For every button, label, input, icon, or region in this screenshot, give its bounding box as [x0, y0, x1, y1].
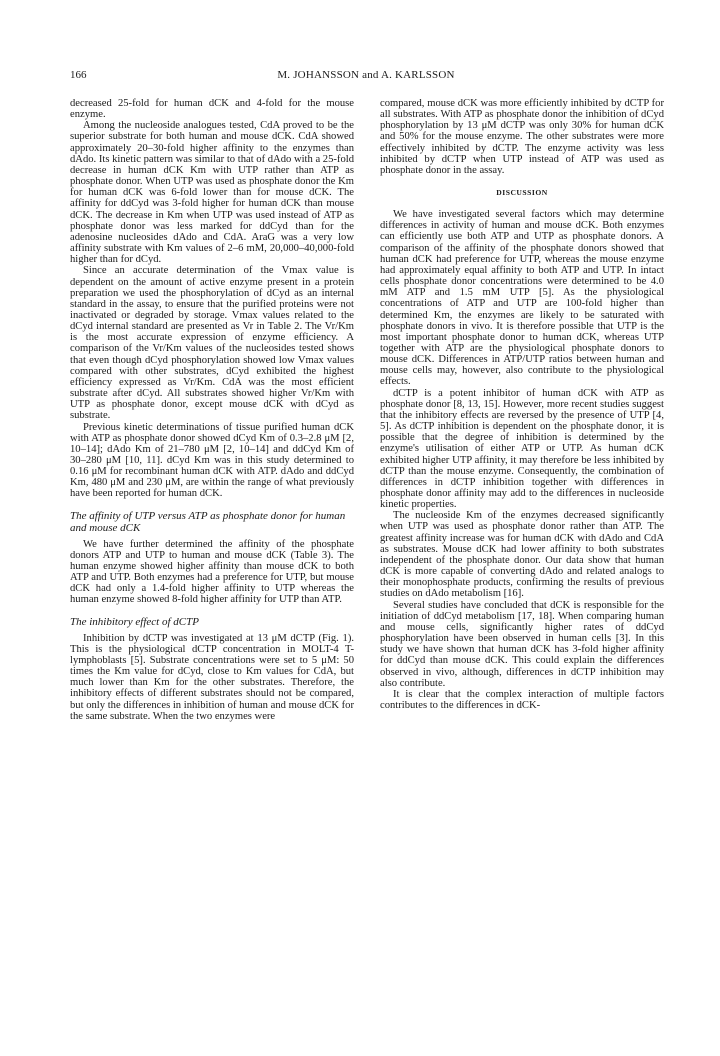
paragraph: Several studies have concluded that dCK is responsible for the initiation of ddCyd metabolism [17, 18]. When comparing human and mouse cells, significantly higher rates of ddCyd phosphorylation have been observed in human cells [3]. In this study we have shown that human dCK has 3-fold higher affinity for ddCyd than mouse dCK. This could explain the differences observed in vivo, although, differences in dCTP inhibition may also contribute. [380, 599, 664, 689]
subsection-heading-inhibitory: The inhibitory effect of dCTP [70, 615, 199, 628]
paragraph: Among the nucleoside analogues tested, CdA proved to be the superior substrate for both human and mouse dCK. CdA showed approximately 20–30-fold higher affinity to the enzymes than dAdo. Its kinetic pattern was similar to that of dAdo with a 25-fold decrease in human dCK Km with UTP rather than ATP as phosphate donor. When UTP was used as phosphate donor the Km for human dCK was 6-fold lower than for mouse dCK. The affinity for ddCyd was 3-fold higher for human dCK than mouse dCK. The decrease in Km when UTP was used instead of ATP as phosphate donor was less marked for ddCyd than for the adenosine nucleosides dAdo and CdA. AraG was a very low affinity substrate with Km values of 2–6 mM, 20,000–40,000-fold higher than for dCyd. [70, 120, 354, 266]
paragraph: The nucleoside Km of the enzymes decreased significantly when UTP was used as phosphate donor rather than ATP. The greatest affinity increase was for human dCK with dAdo and CdA as substrates. Mouse dCK had lower affinity to both substrates independent of the phosphate donor. Our data show that human dCK is more capable of converting dAdo and related analogs to their monophosphate products, confirming the results of previous studies on dAdo metabolism [16]. [380, 510, 664, 600]
paragraph: We have further determined the affinity of the phosphate donors ATP and UTP to human and mouse dCK (Table 3). The human enzyme showed higher affinity than mouse dCK to both ATP and UTP. Both enzymes had a preference for UTP, but mouse dCK had only a 1.4-fold higher affinity to UTP whereas the human enzyme showed 8-fold higher affinity for UTP than ATP. [70, 538, 354, 606]
page-number: 166 [70, 69, 87, 81]
paragraph: Previous kinetic determinations of tissue purified human dCK with ATP as phosphate donor showed dCyd Km of 0.3–2.8 μM [2, 10–14]; dAdo Km of 21–780 μM [2, 10–14] and ddCyd Km of 30–280 μM [10, 11]. dCyd Km was in this study determined to 0.16 μM for recombinant human dCK with ATP. dAdo and ddCyd Km, 480 μM and 230 μM, are within the range of what previously have been reported for human dCK. [70, 421, 354, 500]
paragraph: compared, mouse dCK was more efficiently inhibited by dCTP for all substrates. With ATP as phosphate donor the inhibition of dCyd phosphorylation by 13 μM dCTP was only 30% for human dCK and 50% for the mouse enzyme. The other substrates were more effectively inhibited by dCTP. The enzyme activity was less inhibited by dCTP when UTP instead of ATP was used as phosphate donor in the assay. [380, 98, 664, 176]
paragraph: It is clear that the complex interaction of multiple factors contributes to the differences in dCK- [380, 688, 664, 711]
running-head [70, 69, 662, 85]
paragraph: We have investigated several factors which may determine differences in activity of human and mouse dCK. Both enzymes can efficiently use both ATP and UTP as phosphate donors. A comparison of the affinity of the phosphate donors showed that human dCK had preference for UTP, whereas the mouse enzyme had approximately equal affinity to both ATP and UTP. In intact cells phosphate donor concentrations were determined to be 4.0 mM ATP and 1.5 mM UTP [5]. As the physiological concentrations of ATP and UTP are 100-fold higher than determined Km, the enzymes are likely to be saturated with phosphate donors in vivo. It is therefore possible that UTP is the most important phosphate donor to human dCK, whereas UTP together with ATP are the physiological phosphate donors to mouse dCK. Differences in ATP/UTP ratios between human and mouse cells may, however, also contribute to the physiological effects. [380, 209, 664, 388]
paragraph: decreased 25-fold for human dCK and 4-fold for the mouse enzyme. [70, 98, 354, 121]
paragraph: Since an accurate determination of the Vmax value is dependent on the amount of active enzyme present in a protein preparation we used the phosphorylation of dCyd as an internal standard in the assay, to ensure that the purified proteins were not inactivated or degraded by storage. Vmax values related to the dCyd internal standard are presented as Vr in Table 2. The Vr/Km is the most accurate expression of enzyme efficiency. A comparison of the Vr/Km values of the nucleosides tested shows that even though dCyd phosphorylation showed low Vmax values compared with other substrates, dCyd exhibited the highest efficiency expressed as Vr/Km. CdA was the most efficient substrate after dCyd. All substrates showed higher Vr/Km with UTP as phosphate donor, except mouse dCK with dCyd as substrate. [70, 265, 354, 422]
running-title: M. JOHANSSON and A. KARLSSON [277, 69, 455, 81]
paragraph: dCTP is a potent inhibitor of human dCK with ATP as phosphate donor [8, 13, 15]. However, more recent studies suggest that the inhibitory effects are reversed by the presence of UTP [4, 5]. As dCTP inhibition is dependent on the phosphate donor, it is possible that the degree of inhibition is determined by the enzyme's utilisation of either ATP or UTP. As human dCK exhibited higher UTP affinity, it may therefore be less inhibited by dCTP than the mouse enzyme. Consequently, the combination of differences in dCTP inhibition together with differences in phosphate donor affinity may add to the differences in nucleoside kinetic properties. [380, 387, 664, 511]
subsection-heading-affinity: The affinity of UTP versus ATP as phosphate donor for human and mouse dCK [70, 509, 346, 534]
right-column [380, 98, 664, 711]
section-heading-discussion: DISCUSSION [496, 188, 548, 198]
paragraph: Inhibition by dCTP was investigated at 13 μM dCTP (Fig. 1). This is the physiological dCTP concentration in MOLT-4 T-lymphoblasts [5]. Substrate concentrations were set to 5 μM: 50 times the Km value for dCyd, close to Km values for CdA, but much lower than Km for the other substrates. Therefore, the inhibitory effects of different substrates should not be compared, but only the differences in inhibition of human and mouse dCK for the same substrate. When the two enzymes were [70, 632, 354, 722]
left-column [70, 98, 354, 722]
